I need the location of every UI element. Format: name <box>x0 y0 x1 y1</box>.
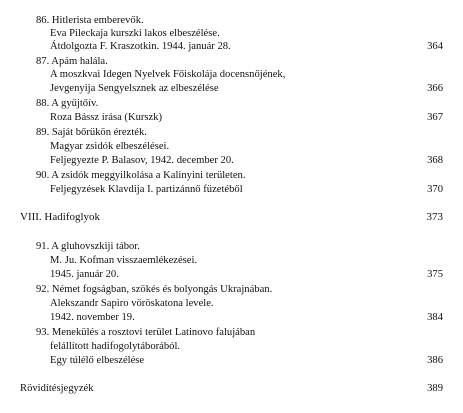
toc-entry-89-line-2 <box>0 140 463 153</box>
toc-entry-86-line-2 <box>0 27 463 40</box>
toc-entry-89-title-line <box>0 126 463 139</box>
toc-entry-93-title: 93. Menekülés a rosztovi terület Latinovo falujában <box>36 327 256 338</box>
toc-entry-92-title-line <box>0 283 463 296</box>
toc-entry-86-title: 86. Hitlerista emberevők. <box>36 15 144 26</box>
toc-entry-90-line-2 <box>0 183 463 196</box>
toc-entry-87-title-line <box>0 55 463 68</box>
toc-entry-87-page: 366 <box>427 83 443 94</box>
toc-section-viii <box>0 211 463 224</box>
toc-entry-92-note: 1942. november 19. <box>50 312 135 323</box>
toc-entry-87-note: Jevgenyija Sengyelsznek az elbeszélése <box>50 83 219 94</box>
toc-entry-87-title: 87. Apám halála. <box>36 56 108 67</box>
toc-entry-89-title: 89. Saját bőrükön érezték. <box>36 127 147 138</box>
toc-entry-91-line-3 <box>0 268 463 281</box>
toc-entry-88-page: 367 <box>427 112 443 123</box>
toc-entry-87-line-2 <box>0 68 463 81</box>
toc-entry-93-subtitle: felállított hadifogolytáborából. <box>50 341 181 352</box>
toc-entry-92-line-3 <box>0 311 463 324</box>
toc-entry-93-page: 386 <box>427 355 443 366</box>
toc-entry-89-note: Feljegyezte P. Balasov, 1942. december 20. <box>50 155 234 166</box>
toc-entry-86-title-line <box>0 14 463 27</box>
toc-section-viii-page: 373 <box>426 211 443 223</box>
toc-entry-87-subtitle: A moszkvai Idegen Nyelvek Főiskolája docensnőjének, <box>50 69 286 80</box>
toc-entry-89-subtitle: Magyar zsidók elbeszélései. <box>50 141 170 152</box>
toc-entry-88-title: 88. A gyűjtőív. <box>36 98 99 109</box>
toc-entry-93-note: Egy túlélő elbeszélése <box>50 355 145 366</box>
toc-entry-86-note: Átdolgozta F. Kraszotkin. 1944. január 28. <box>50 41 231 52</box>
toc-entry-91-note: 1945. január 20. <box>50 269 119 280</box>
toc-entry-92-title: 92. Német fogságban, szökés és bolyongás Ukrajnában. <box>36 284 273 295</box>
toc-entry-86-subtitle: Eva Pileckaja kurszki lakos elbeszélése. <box>50 28 220 39</box>
toc-entry-91-title-line <box>0 240 463 253</box>
toc-entry-90-subtitle: Feljegyzések Klavdija I. partizánnő füzetéből <box>50 184 243 195</box>
toc-entry-86-page: 364 <box>427 41 443 52</box>
toc-entry-89-page: 368 <box>427 155 443 166</box>
toc-entry-90-title-line <box>0 169 463 182</box>
toc-entry-93-line-2 <box>0 340 463 353</box>
toc-abbreviations-page: 389 <box>427 383 443 394</box>
toc-abbreviations <box>0 382 463 395</box>
toc-entry-92-line-2 <box>0 297 463 310</box>
toc-entry-89-line-3 <box>0 154 463 167</box>
toc-entry-87-line-3 <box>0 82 463 95</box>
toc-entry-92-page: 384 <box>427 312 443 323</box>
toc-entry-92-subtitle: Alekszandr Sapiro vöröskatona levele. <box>50 298 214 309</box>
toc-entry-88-title-line <box>0 97 463 110</box>
toc-entry-88-subtitle: Roza Bássz írása (Kurszk) <box>50 112 163 123</box>
toc-entry-91-line-2 <box>0 254 463 267</box>
toc-entry-88-line-2 <box>0 111 463 124</box>
toc-entry-86-line-3 <box>0 40 463 53</box>
toc-entry-91-title: 91. A gluhovszkiji tábor. <box>36 241 140 252</box>
toc-entry-90-title: 90. A zsidók meggyilkolása a Kalinyini területen. <box>36 170 246 181</box>
toc-entry-91-page: 375 <box>427 269 443 280</box>
toc-section-viii-title: VIII. Hadifoglyok <box>20 211 101 223</box>
toc-abbreviations-title: Rövidítésjegyzék <box>20 383 94 394</box>
toc-entry-93-line-3 <box>0 354 463 367</box>
toc-entry-93-title-line <box>0 326 463 339</box>
toc-entry-91-subtitle: M. Ju. Kofman visszaemlékezései. <box>50 255 198 266</box>
toc-entry-90-page: 370 <box>427 184 443 195</box>
